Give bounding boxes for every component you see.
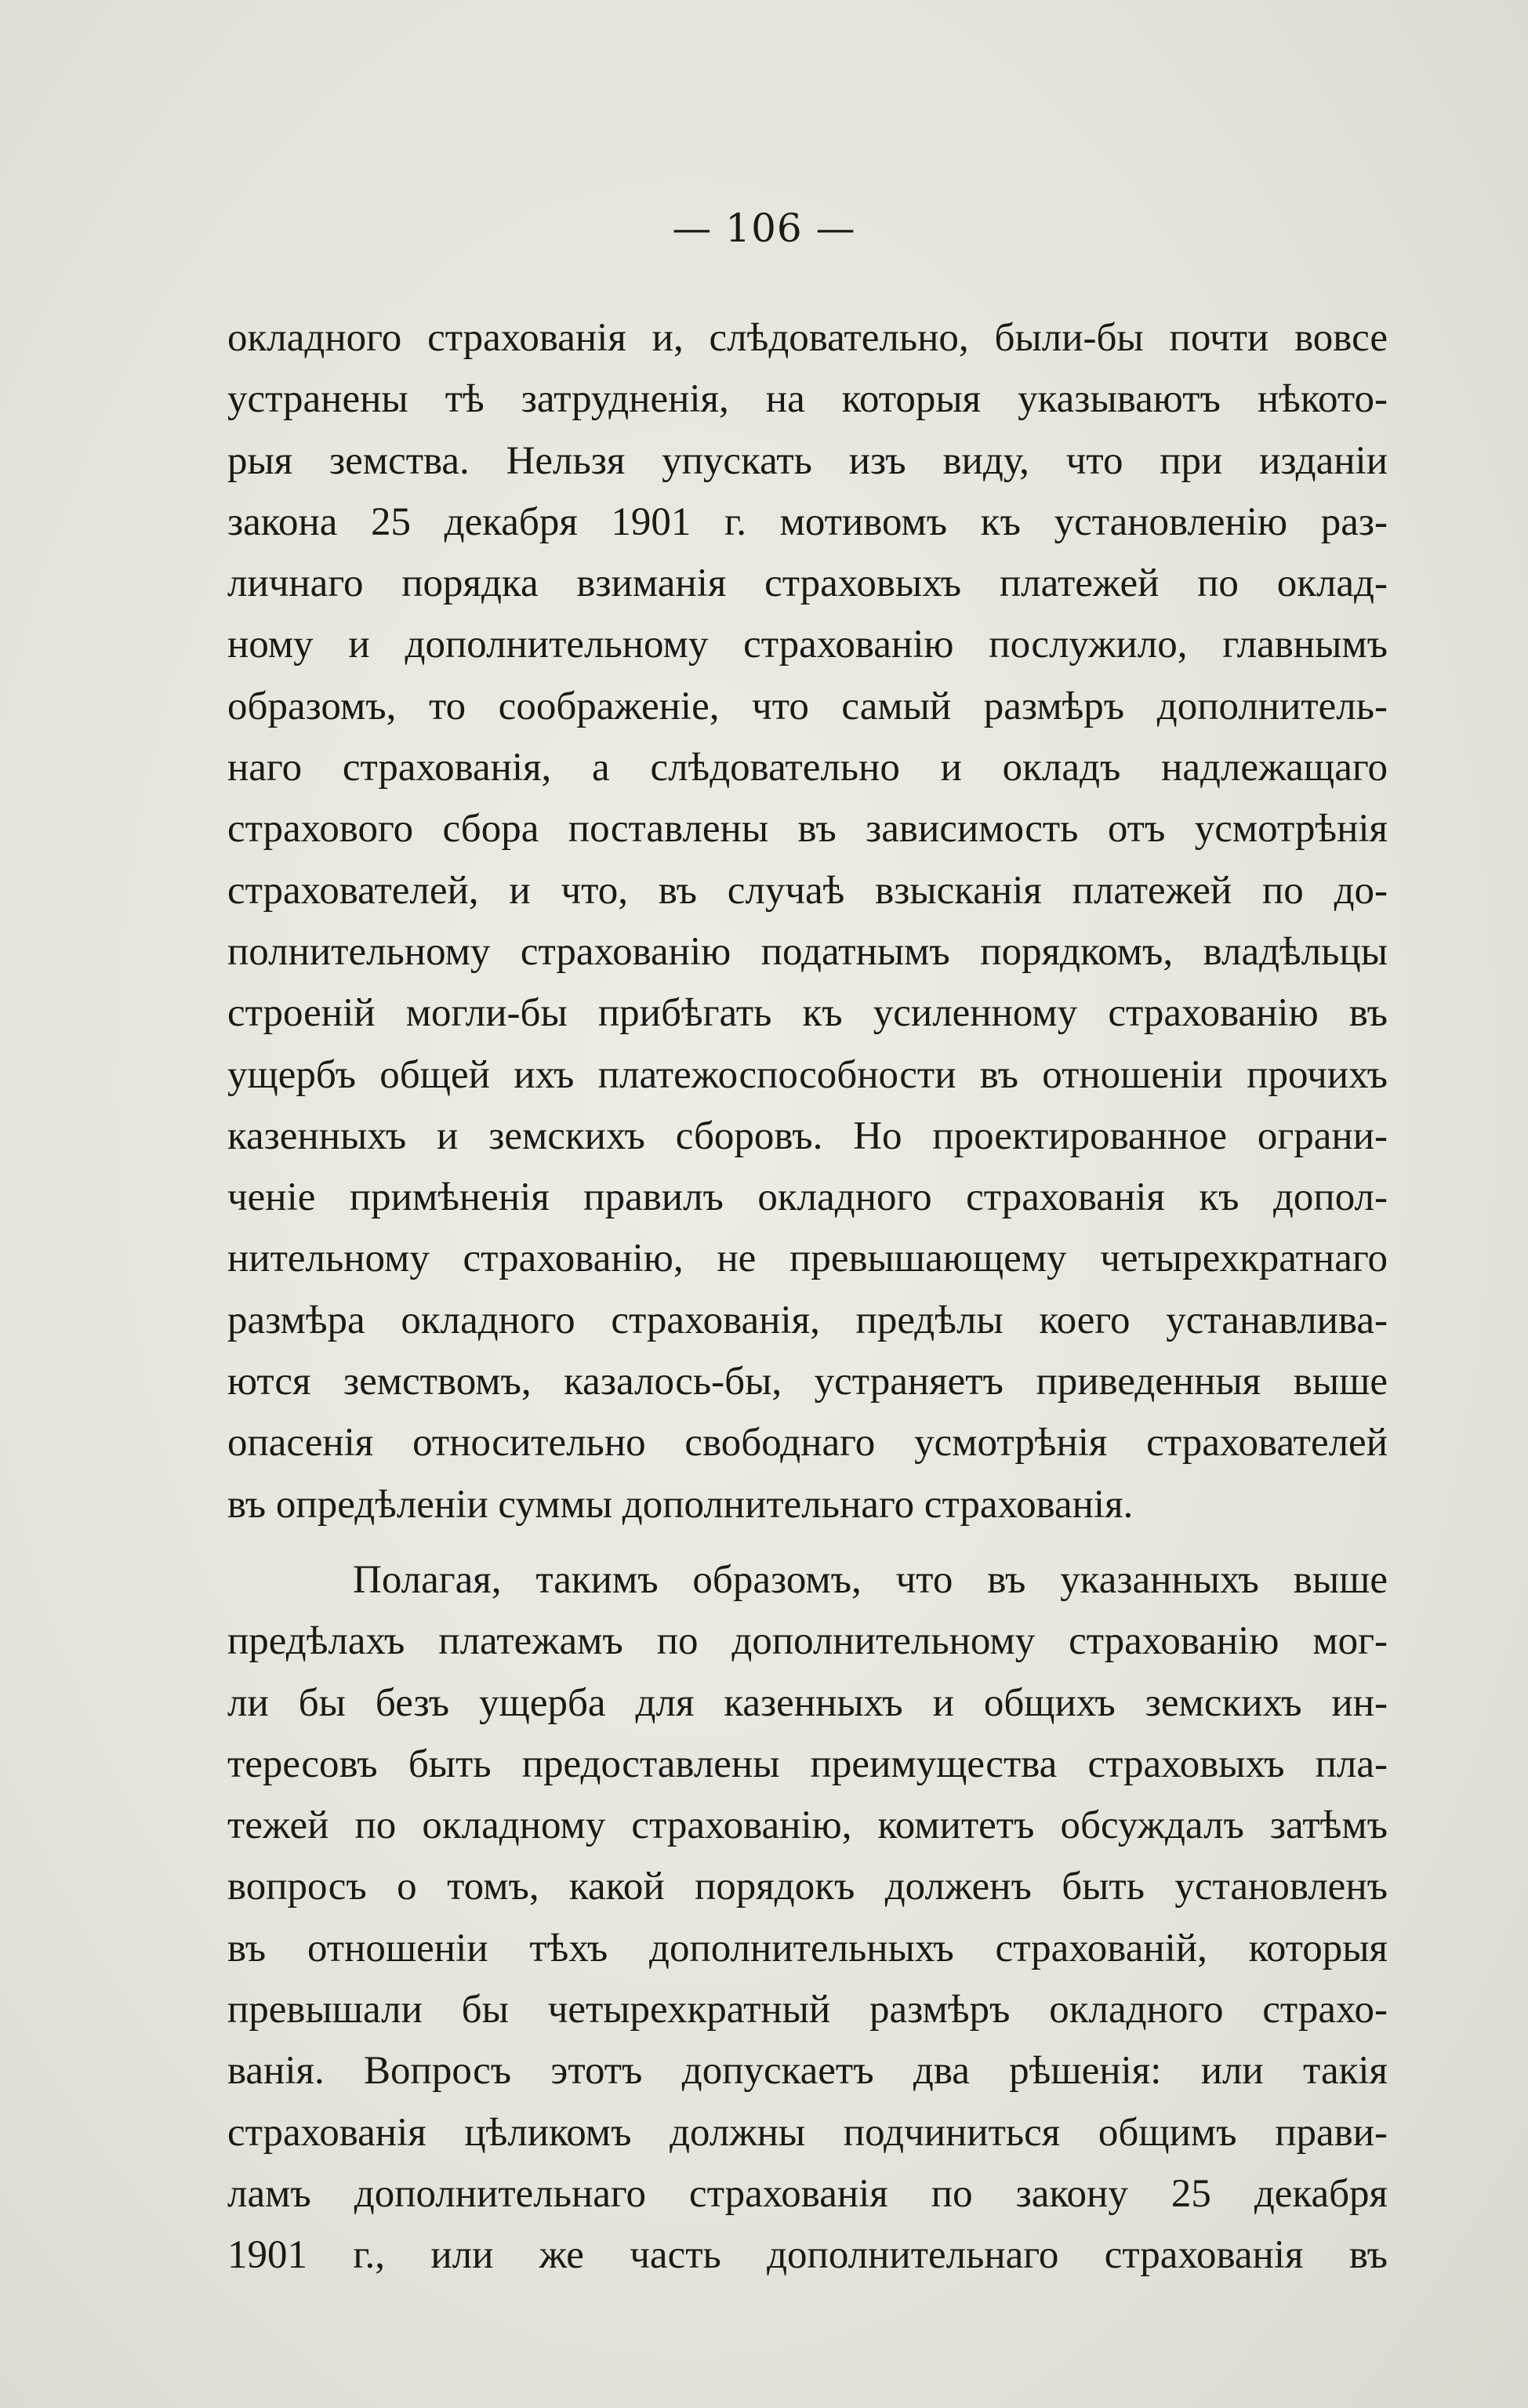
text-line: казенныхъ и земскихъ сборовъ. Но проектированное ограни-: [227, 1113, 1388, 1158]
body-text: [227, 307, 1388, 2286]
text-line: личнаго порядка взиманія страховыхъ платежей по оклад-: [227, 561, 1388, 606]
page-number: — 106 —: [672, 205, 856, 251]
text-line: тежей по окладному страхованію, комитетъ обсуждалъ затѣмъ: [227, 1803, 1388, 1848]
text-line: ному и дополнительному страхованію послужило, главнымъ: [227, 623, 1388, 667]
text-line: ченіе примѣненія правилъ окладного страхованія къ допол-: [227, 1175, 1388, 1220]
text-line: окладного страхованія и, слѣдовательно, были-бы почти вовсе: [227, 316, 1388, 360]
text-line: наго страхованія, а слѣдовательно и окладъ надлежащаго: [227, 746, 1388, 790]
text-line: въ опредѣленіи суммы дополнительнаго страхованія.: [227, 1482, 1134, 1527]
text-line: закона 25 декабря 1901 г. мотивомъ къ установленію раз-: [227, 499, 1388, 544]
text-line: предѣлахъ платежамъ по дополнительному страхованію мог-: [227, 1619, 1388, 1664]
text-line: рыя земства. Нельзя упускать изъ виду, что при изданіи: [227, 438, 1388, 483]
text-line: Полагая, такимъ образомъ, что въ указанныхъ выше: [353, 1557, 1388, 1602]
text-line: устранены тѣ затрудненія, на которыя указываютъ нѣкото-: [227, 377, 1388, 422]
text-line: ли бы безъ ущерба для казенныхъ и общихъ земскихъ ин-: [227, 1680, 1388, 1725]
text-line: полнительному страхованію податнымъ порядкомъ, владѣльцы: [227, 929, 1388, 974]
paragraph-1: [227, 307, 1388, 1535]
text-line: опасенія относительно свободнаго усмотрѣнія страхователей: [227, 1421, 1388, 1466]
text-line: ущербъ общей ихъ платежоспособности въ отношеніи прочихъ: [227, 1052, 1388, 1097]
text-line: превышали бы четырехкратный размѣръ окладного страхо-: [227, 1988, 1388, 2032]
text-line: ются земствомъ, казалось-бы, устраняетъ приведенныя выше: [227, 1360, 1388, 1404]
text-line: тересовъ быть предоставлены преимущества страховыхъ пла-: [227, 1742, 1388, 1786]
text-line: образомъ, то соображеніе, что самый размѣръ дополнитель-: [227, 684, 1388, 728]
text-line: страхового сбора поставлены въ зависимость отъ усмотрѣнія: [227, 807, 1388, 852]
text-line: страхователей, и что, въ случаѣ взысканія платежей по до-: [227, 868, 1388, 913]
text-line: размѣра окладного страхованія, предѣлы коего устанавлива-: [227, 1298, 1388, 1342]
text-line: страхованія цѣликомъ должны подчиниться общимъ прави-: [227, 2110, 1388, 2155]
text-line: въ отношеніи тѣхъ дополнительныхъ страхованій, которыя: [227, 1926, 1388, 1970]
paragraph-gap: [227, 1535, 1388, 1549]
text-line: ванія. Вопросъ этотъ допускаетъ два рѣшенія: или такія: [227, 2049, 1388, 2094]
text-line: 1901 г., или же часть дополнительнаго страхованія въ: [227, 2233, 1388, 2278]
text-line: вопросъ о томъ, какой порядокъ долженъ быть установленъ: [227, 1865, 1388, 1909]
text-line: нительному страхованію, не превышающему четырехкратнаго: [227, 1237, 1388, 1281]
text-line: строеній могли-бы прибѣгать къ усиленному страхованію въ: [227, 991, 1388, 1036]
text-line: ламъ дополнительнаго страхованія по закону 25 декабря: [227, 2171, 1388, 2216]
paragraph-2: [227, 1549, 1388, 2286]
